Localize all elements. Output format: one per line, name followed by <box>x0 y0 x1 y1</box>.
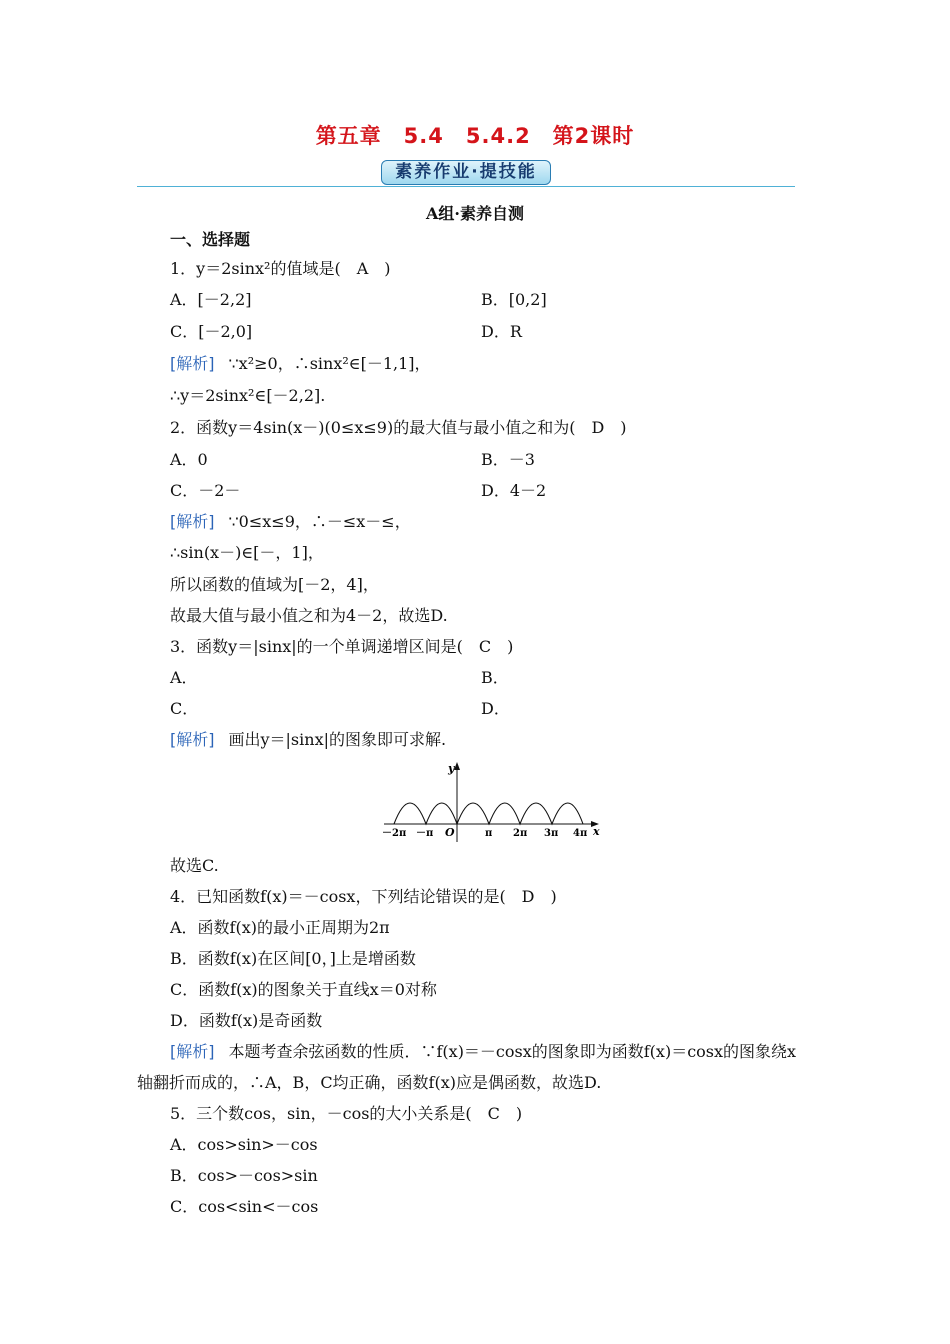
y-axis-label: y <box>448 762 455 775</box>
q2-option-b: B．－3 <box>481 450 535 469</box>
q2-option-d: D．4－2 <box>481 481 547 500</box>
q2-solution-4: 故最大值与最小值之和为4－2，故选D. <box>170 606 448 625</box>
q5-option-c: C．cos<sin<－cos <box>170 1197 319 1216</box>
tick-label: －2π <box>382 828 407 839</box>
q3-option-c: C． <box>170 699 199 718</box>
x-axis-label: x <box>593 825 600 838</box>
tick-label: π <box>485 828 493 839</box>
q1-option-b: B．[0,2] <box>481 290 547 309</box>
header-rule <box>137 186 795 187</box>
q3-solution-1: [解析] 画出y＝|sinx|的图象即可求解. <box>170 730 447 749</box>
tick-label: －π <box>416 828 434 839</box>
jiexi-label: [解析] <box>170 512 215 531</box>
q4-option-c: C．函数f(x)的图象关于直线x＝0对称 <box>170 980 437 999</box>
tick-label: 3π <box>544 828 559 839</box>
q3-option-d: D． <box>481 699 510 718</box>
tick-label: 2π <box>513 828 528 839</box>
jiexi-label: [解析] <box>170 354 215 373</box>
section-heading: 一、选择题 <box>170 230 251 249</box>
abs-sin-graph <box>380 760 605 845</box>
jiexi-label: [解析] <box>170 1042 215 1061</box>
q3-solution-2: 故选C. <box>170 856 219 875</box>
question-5: 5．三个数cos，sin，－cos的大小关系是( C ) <box>170 1104 523 1123</box>
q1-option-c: C．[－2,0] <box>170 322 253 341</box>
q4-solution-2: 轴翻折而成的，∴A，B，C均正确，函数f(x)应是偶函数，故选D. <box>137 1073 602 1092</box>
jiexi-label: [解析] <box>170 730 215 749</box>
q1-option-a: A．[－2,2] <box>170 290 252 309</box>
tick-label: 4π <box>573 828 588 839</box>
q4-option-b: B．函数f(x)在区间[0，]上是增函数 <box>170 949 416 968</box>
q3-option-a: A． <box>170 668 198 687</box>
q2-solution-1: [解析] ∵0≤x≤9，∴－≤x－≤， <box>170 512 411 531</box>
question-4: 4．已知函数f(x)＝－cosx，下列结论错误的是( D ) <box>170 887 557 906</box>
q3-option-b: B． <box>481 668 509 687</box>
q5-option-b: B．cos>－cos>sin <box>170 1166 318 1185</box>
q2-solution-3: 所以函数的值域为[－2，4]， <box>170 575 379 594</box>
origin-label: O <box>445 826 455 839</box>
question-3: 3．函数y＝|sinx|的一个单调递增区间是( C ) <box>170 637 514 656</box>
q2-option-c: C．－2－ <box>170 481 241 500</box>
q4-solution-1: [解析] 本题考查余弦函数的性质．∵f(x)＝－cosx的图象即为函数f(x)＝cosx的图象绕x <box>170 1042 797 1061</box>
page-title: 第五章 5.4 5.4.2 第2课时 <box>315 124 635 148</box>
q1-solution-2: ∴y＝2sinx²∈[－2,2]. <box>170 386 326 405</box>
q2-solution-2: ∴sin(x－)∈[－，1]， <box>170 543 324 562</box>
q5-option-a: A．cos>sin>－cos <box>170 1135 318 1154</box>
q2-option-a: A．0 <box>170 450 208 469</box>
q1-solution-1: [解析] ∵x²≥0，∴sinx²∈[－1,1]， <box>170 354 431 373</box>
group-subtitle: A组·素养自测 <box>426 204 524 223</box>
q4-option-a: A．函数f(x)的最小正周期为2π <box>170 918 390 937</box>
section-banner: 素养作业·提技能 <box>381 160 551 185</box>
question-1: 1．y＝2sinx²的值域是( A ) <box>170 259 391 278</box>
q1-option-d: D．R <box>481 322 522 341</box>
question-2: 2．函数y＝4sin(x－)(0≤x≤9)的最大值与最小值之和为( D ) <box>170 418 627 437</box>
q4-option-d: D．函数f(x)是奇函数 <box>170 1011 323 1030</box>
